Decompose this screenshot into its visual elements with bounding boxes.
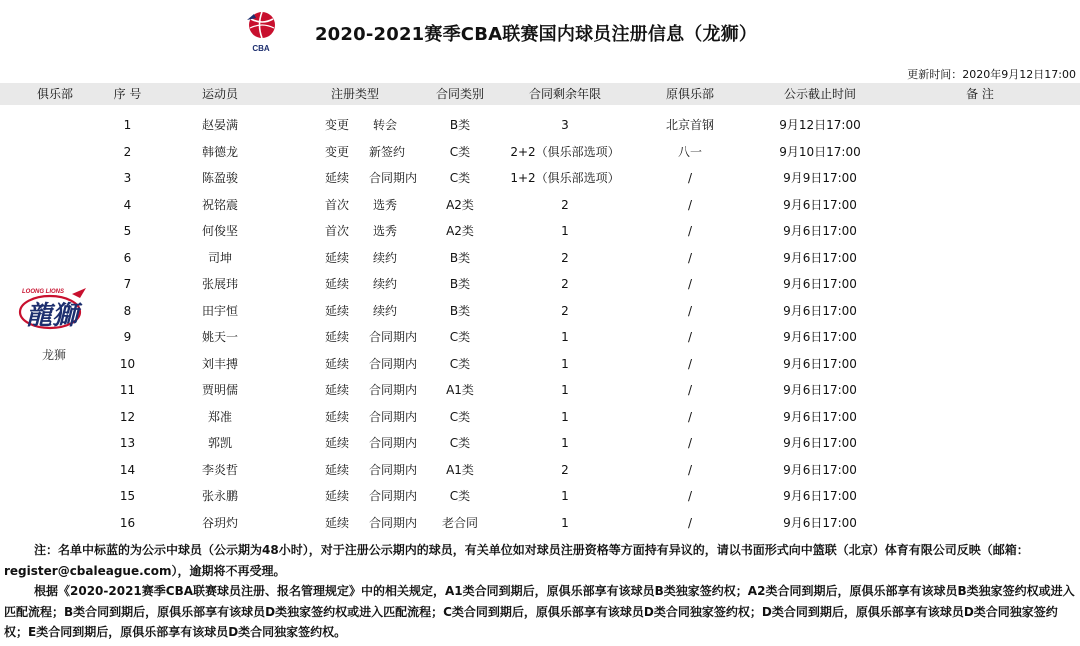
cell-deadline: 9月6日17:00 [783, 383, 857, 397]
table-row [0, 351, 1080, 378]
reg-type-secondary: 转会 [373, 118, 398, 132]
cell-seq: 16 [119, 515, 136, 530]
reg-type-primary: 延续 [325, 277, 350, 291]
cell-deadline: 9月6日17:00 [783, 436, 857, 450]
cell-orig-club: / [687, 409, 693, 424]
reg-type-secondary: 合同期内 [369, 436, 418, 450]
cell-contract-type: A2类 [446, 197, 474, 212]
reg-type-primary: 首次 [325, 224, 350, 238]
cell-years-left: 1+2（俱乐部选项） [510, 171, 620, 185]
page-title: 2020-2021赛季CBA联赛国内球员注册信息（龙狮） [314, 24, 758, 45]
club-logo [16, 286, 92, 334]
cell-years-left: 2 [561, 250, 569, 265]
cell-contract-type: B类 [449, 250, 471, 265]
cba-logo-text: CBA [252, 44, 270, 53]
cell-years-left: 2 [561, 197, 569, 212]
table-row [0, 377, 1080, 404]
reg-type-secondary: 合同期内 [369, 356, 418, 371]
cell-contract-type: A1类 [446, 462, 474, 477]
cell-seq: 4 [123, 197, 132, 212]
table-row [0, 298, 1080, 325]
table-row [0, 218, 1080, 245]
cell-contract-type: C类 [449, 171, 471, 185]
cell-orig-club: 八一 [677, 144, 702, 159]
reg-type-primary: 延续 [325, 489, 350, 503]
cell-contract-type: A2类 [446, 224, 474, 238]
cell-years-left: 3 [561, 118, 569, 132]
cell-player: 张永鹏 [201, 489, 238, 503]
cell-deadline: 9月6日17:00 [783, 489, 857, 503]
col-seq: 序 号 [113, 87, 142, 101]
lion-logo-icon [16, 286, 92, 334]
reg-type-primary: 延续 [325, 330, 350, 344]
cell-player: 司坤 [207, 250, 232, 265]
table-row [0, 324, 1080, 351]
cell-orig-club: / [687, 224, 693, 238]
cell-reg-type [325, 483, 425, 510]
reg-type-secondary: 合同期内 [369, 515, 418, 530]
reg-type-primary: 延续 [325, 436, 350, 450]
cell-orig-club: / [687, 171, 693, 185]
table-header [0, 83, 1080, 105]
cell-player: 田宇恒 [201, 303, 238, 318]
note-registration: 注：名单中标蓝的为公示中球员（公示期为48小时），对于注册公示期内的球员，有关单位如对球员注册资格等方面持有异议的，请以书面形式向中篮联（北京）体育有限公司反映（邮箱：register@cbaleague.com），逾期将不再受理。 [4, 543, 1029, 578]
cell-orig-club: / [687, 462, 693, 477]
cell-deadline: 9月9日17:00 [783, 171, 857, 185]
cell-player: 郭凯 [207, 436, 232, 450]
cell-deadline: 9月6日17:00 [783, 409, 857, 424]
cell-deadline: 9月6日17:00 [783, 277, 857, 291]
cell-deadline: 9月12日17:00 [779, 118, 861, 132]
cell-seq: 3 [123, 171, 132, 185]
cell-orig-club: 北京首钢 [665, 118, 714, 132]
table-row [0, 510, 1080, 537]
cell-reg-type [325, 298, 425, 325]
cell-deadline: 9月6日17:00 [783, 197, 857, 212]
reg-type-primary: 首次 [325, 197, 350, 212]
cell-seq: 12 [119, 409, 136, 424]
cell-contract-type: C类 [449, 436, 471, 450]
reg-type-secondary: 合同期内 [369, 383, 418, 397]
note-contract-rules: 根据《2020-2021赛季CBA联赛球员注册、报名管理规定》中的相关规定，A1类合同到期后，原俱乐部享有该球员B类独家签约权；A2类合同到期后，原俱乐部享有该球员B类独家签约权或进入匹配流程；B类合同到期后，原俱乐部享有该球员D类独家签约权或进入匹配流程；C类合同到期后，原俱乐部享有该球员D类合同独家签约权；D类合同到期后，原俱乐部享有该球员D类合同独家签约权；E类合同到期后，原俱乐部享有该球员D类合同独家签约权。 [4, 584, 1075, 639]
cell-years-left: 1 [561, 383, 569, 397]
table-row [0, 165, 1080, 192]
cell-seq: 11 [119, 383, 136, 397]
cell-reg-type [325, 218, 425, 245]
cell-years-left: 2 [561, 303, 569, 318]
cell-deadline: 9月6日17:00 [783, 462, 857, 477]
cell-reg-type [325, 324, 425, 351]
cell-seq: 9 [123, 330, 132, 344]
cell-seq: 5 [123, 224, 132, 238]
cell-seq: 1 [123, 118, 132, 132]
cell-player: 赵晏满 [201, 118, 238, 132]
cell-contract-type: C类 [449, 330, 471, 344]
cell-reg-type [325, 271, 425, 298]
cell-reg-type [325, 510, 425, 537]
reg-type-secondary: 选秀 [373, 197, 398, 212]
reg-type-secondary: 选秀 [373, 224, 398, 238]
cell-orig-club: / [687, 436, 693, 450]
table-row [0, 430, 1080, 457]
table-row [0, 457, 1080, 484]
cell-player: 贾明儒 [201, 383, 238, 397]
cell-contract-type: B类 [449, 118, 471, 132]
cell-seq: 13 [119, 436, 136, 450]
cell-orig-club: / [687, 197, 693, 212]
club-logo-text: 龍獅 [25, 301, 79, 331]
cell-contract-type: C类 [449, 489, 471, 503]
cell-player: 刘丰搏 [201, 356, 238, 371]
cell-contract-type: B类 [449, 277, 471, 291]
cell-years-left: 1 [561, 409, 569, 424]
cell-contract-type: C类 [449, 356, 471, 371]
reg-type-primary: 延续 [325, 250, 350, 265]
cell-years-left: 2 [561, 462, 569, 477]
cell-reg-type [325, 139, 425, 166]
cell-orig-club: / [687, 383, 693, 397]
reg-type-primary: 延续 [325, 409, 350, 424]
table-row [0, 192, 1080, 219]
cell-reg-type [325, 245, 425, 272]
cell-seq: 10 [119, 356, 136, 371]
cell-contract-type: 老合同 [441, 515, 478, 530]
cell-reg-type [325, 404, 425, 431]
cell-player: 郑准 [207, 409, 232, 424]
cell-reg-type [325, 192, 425, 219]
cell-player: 陈盈骏 [201, 171, 238, 185]
cell-orig-club: / [687, 277, 693, 291]
reg-type-primary: 延续 [325, 171, 350, 185]
reg-type-primary: 变更 [325, 144, 350, 159]
reg-type-primary: 延续 [325, 383, 350, 397]
cell-deadline: 9月6日17:00 [783, 303, 857, 318]
reg-type-primary: 延续 [325, 303, 350, 318]
reg-type-secondary: 续约 [373, 250, 398, 265]
table-row [0, 404, 1080, 431]
cell-deadline: 9月6日17:00 [783, 250, 857, 265]
cell-reg-type [325, 351, 425, 378]
cell-seq: 14 [119, 462, 136, 477]
table-row [0, 112, 1080, 139]
reg-type-secondary: 合同期内 [369, 171, 418, 185]
cell-reg-type [325, 457, 425, 484]
cell-deadline: 9月6日17:00 [783, 356, 857, 371]
cell-orig-club: / [687, 515, 693, 530]
cell-years-left: 2+2（俱乐部选项） [510, 144, 620, 159]
cell-player: 张展玮 [201, 277, 238, 291]
table-row [0, 483, 1080, 510]
cell-contract-type: B类 [449, 303, 471, 318]
table-row [0, 139, 1080, 166]
cell-seq: 7 [123, 277, 132, 291]
cell-seq: 8 [123, 303, 132, 318]
reg-type-secondary: 合同期内 [369, 462, 418, 477]
cell-years-left: 1 [561, 356, 569, 371]
reg-type-primary: 延续 [325, 356, 350, 371]
reg-type-secondary: 合同期内 [369, 489, 418, 503]
reg-type-primary: 变更 [325, 118, 350, 132]
col-club: 俱乐部 [36, 87, 73, 101]
col-years-left: 合同剩余年限 [528, 87, 601, 101]
table-row [0, 271, 1080, 298]
cell-orig-club: / [687, 489, 693, 503]
col-player: 运动员 [201, 87, 238, 101]
cell-player: 韩德龙 [201, 144, 238, 159]
cell-years-left: 2 [561, 277, 569, 291]
col-contract-type: 合同类别 [435, 87, 484, 101]
cell-contract-type: A1类 [446, 383, 474, 397]
cell-deadline: 9月6日17:00 [783, 330, 857, 344]
reg-type-secondary: 合同期内 [369, 330, 418, 344]
reg-type-primary: 延续 [325, 462, 350, 477]
cell-reg-type [325, 165, 425, 192]
cell-orig-club: / [687, 356, 693, 371]
reg-type-secondary: 新签约 [369, 144, 406, 159]
notes [4, 540, 1076, 643]
cell-seq: 6 [123, 250, 132, 265]
cell-years-left: 1 [561, 515, 569, 530]
col-remark: 备 注 [966, 87, 994, 101]
cell-player: 祝铭震 [201, 197, 238, 212]
club-name: 龙狮 [41, 348, 66, 362]
cell-player: 李炎哲 [201, 462, 238, 477]
cell-player: 姚天一 [201, 330, 238, 344]
reg-type-secondary: 续约 [373, 303, 398, 318]
cell-deadline: 9月10日17:00 [779, 144, 861, 159]
cell-contract-type: C类 [449, 409, 471, 424]
reg-type-secondary: 续约 [373, 277, 398, 291]
cell-player: 谷玥灼 [201, 515, 238, 530]
col-reg-type: 注册类型 [330, 87, 379, 101]
club-cell [8, 286, 100, 366]
cell-seq: 15 [119, 489, 136, 503]
update-time: 更新时间：2020年9月12日17:00 [907, 68, 1076, 81]
cell-orig-club: / [687, 303, 693, 318]
cell-contract-type: C类 [449, 144, 471, 159]
cell-reg-type [325, 112, 425, 139]
cell-reg-type [325, 430, 425, 457]
cell-seq: 2 [123, 144, 132, 159]
cell-years-left: 1 [561, 330, 569, 344]
reg-type-secondary: 合同期内 [369, 409, 418, 424]
club-logo-sub: LOONG LIONS [22, 289, 64, 295]
cell-years-left: 1 [561, 489, 569, 503]
cell-years-left: 1 [561, 224, 569, 238]
cell-player: 何俊坚 [201, 224, 238, 238]
cell-orig-club: / [687, 250, 693, 265]
cell-orig-club: / [687, 330, 693, 344]
cell-deadline: 9月6日17:00 [783, 224, 857, 238]
col-deadline: 公示截止时间 [783, 87, 856, 101]
reg-type-primary: 延续 [325, 515, 350, 530]
cell-deadline: 9月6日17:00 [783, 515, 857, 530]
col-orig-club: 原俱乐部 [665, 87, 714, 101]
cell-reg-type [325, 377, 425, 404]
table-row [0, 245, 1080, 272]
cell-years-left: 1 [561, 436, 569, 450]
